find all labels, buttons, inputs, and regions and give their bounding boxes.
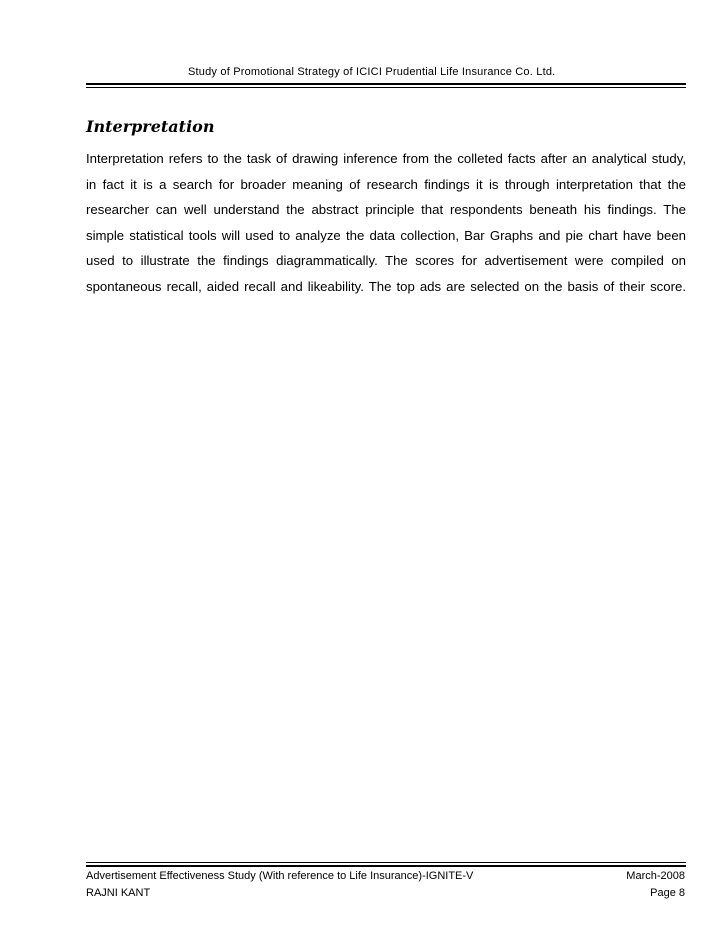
page-number: Page 8 [650, 887, 685, 899]
footer-rule-secondary [86, 862, 686, 863]
footer-date: March-2008 [626, 870, 685, 882]
footer-study-title: Advertisement Effectiveness Study (With reference to Life Insurance)-IGNITE-V [86, 870, 474, 882]
body-paragraph: Interpretation refers to the task of drawing inference from the colleted facts after an analytical study, in fact it is a search for broader meaning of research findings it is through interpretation that the researcher can well understand the abstract principle that respondents beneath his findings. The simple statistical tools will used to analyze the data collection, Bar Graphs and pie chart have been used to illustrate the findings diagrammatically. The scores for advertisement were compiled on spontaneous recall, aided recall and likeability. The top ads are selected on the basis of their score. [86, 151, 686, 294]
header-rule-secondary [86, 87, 686, 88]
running-header: Study of Promotional Strategy of ICICI Prudential Life Insurance Co. Ltd. [188, 66, 556, 78]
section-heading: Interpretation [86, 117, 215, 136]
header-rule [86, 83, 686, 85]
footer-author: RAJNI KANT [86, 887, 151, 899]
footer-rule [86, 865, 686, 867]
